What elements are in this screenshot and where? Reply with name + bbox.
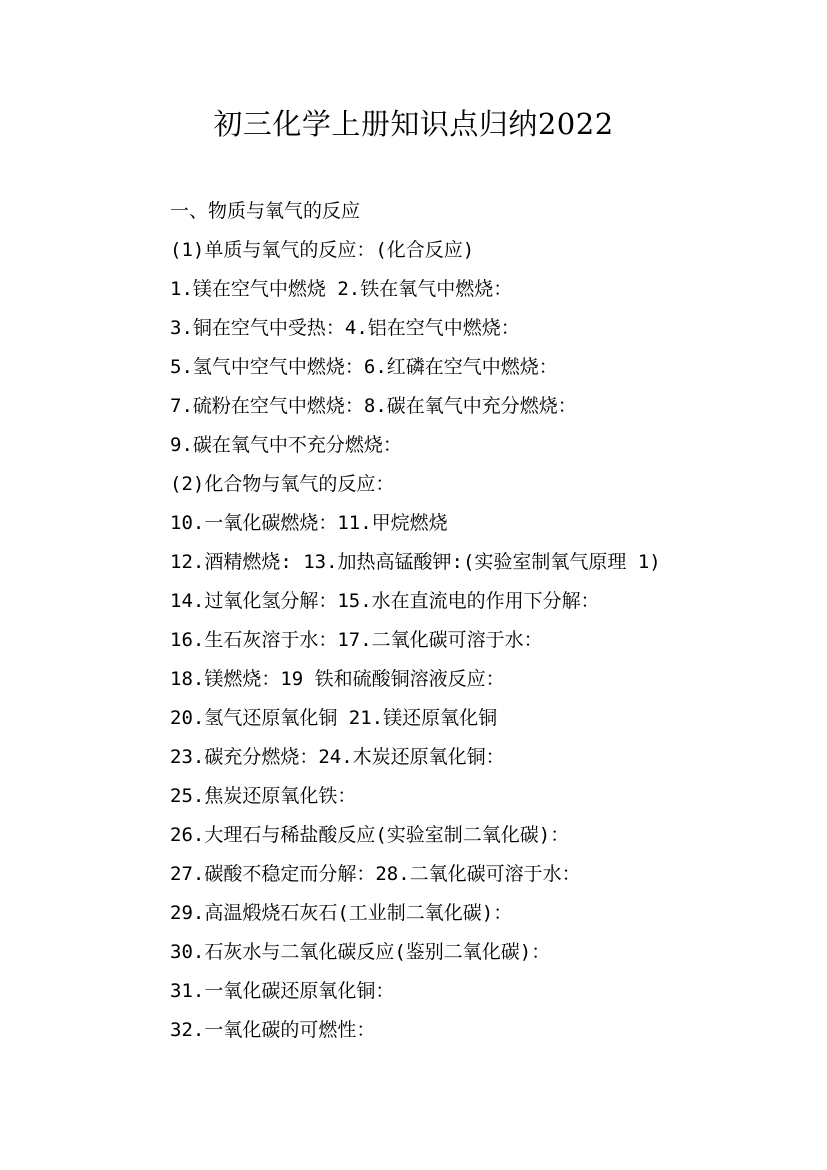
section-heading: 一、物质与氧气的反应 [170, 200, 361, 222]
text-line: 26.大理石与稀盐酸反应(实验室制二氧化碳)： [170, 824, 570, 846]
text-line: 3.铜在空气中受热：4.铝在空气中燃烧： [170, 317, 520, 339]
text-line: 9.碳在氧气中不充分燃烧： [170, 434, 402, 456]
document-title: 初三化学上册知识点归纳2022 [213, 107, 614, 141]
subsection-heading: (1)单质与氧气的反应：(化合反应) [170, 239, 475, 261]
text-line: 29.高温煅烧石灰石(工业制二氧化碳)： [170, 902, 513, 924]
document-body [170, 196, 790, 1054]
text-line: 30.石灰水与二氧化碳反应(鉴别二氧化碳)： [170, 941, 551, 963]
text-line: 31.一氧化碳还原氧化铜： [170, 980, 395, 1002]
subsection-heading: (2)化合物与氧气的反应： [170, 473, 395, 495]
text-line: 20.氢气还原氧化铜 21.镁还原氧化铜 [170, 707, 498, 729]
text-line: 25.焦炭还原氧化铁： [170, 785, 357, 807]
text-line: 12.酒精燃烧: 13.加热高锰酸钾:(实验室制氧气原理 1) [170, 551, 661, 573]
text-line: 1.镁在空气中燃烧 2.铁在氧气中燃烧： [170, 278, 513, 300]
text-line: 10.一氧化碳燃烧：11.甲烷燃烧 [170, 512, 448, 534]
text-line: 32.一氧化碳的可燃性： [170, 1019, 376, 1041]
text-line: 23.碳充分燃烧：24.木炭还原氧化铜： [170, 746, 505, 768]
text-line: 16.生石灰溶于水：17.二氧化碳可溶于水： [170, 629, 543, 651]
text-line: 14.过氧化氢分解：15.水在直流电的作用下分解： [170, 590, 600, 612]
text-line: 18.镁燃烧：19 铁和硫酸铜溶液反应： [170, 668, 505, 690]
text-line: 5.氢气中空气中燃烧：6.红磷在空气中燃烧： [170, 356, 558, 378]
text-line: 7.硫粉在空气中燃烧：8.碳在氧气中充分燃烧： [170, 395, 577, 417]
text-line: 27.碳酸不稳定而分解：28.二氧化碳可溶于水： [170, 863, 581, 885]
